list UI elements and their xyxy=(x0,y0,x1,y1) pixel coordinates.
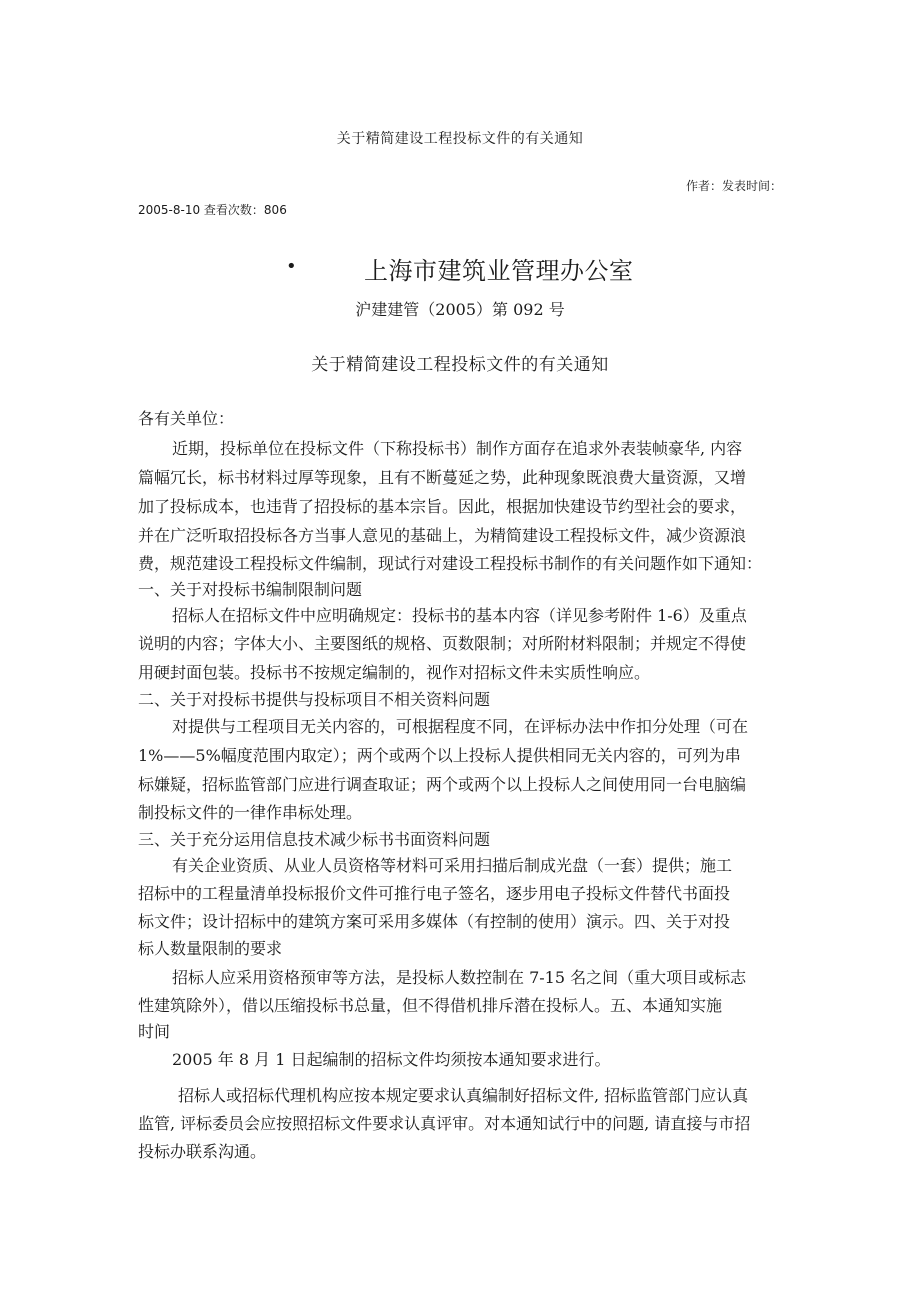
body-line: 招标人在招标文件中应明确规定：投标书的基本内容（详见参考附件 1-6）及重点 xyxy=(172,606,747,625)
section-heading: 三、关于充分运用信息技术减少标书书面资料问题 xyxy=(138,830,491,849)
body-line: 投标办联系沟通。 xyxy=(138,1142,267,1161)
notice-title: 关于精简建设工程投标文件的有关通知 xyxy=(311,355,609,375)
body-line: 招标中的工程量清单投标报价文件可推行电子签名，逐步用电子投标文件替代书面投 xyxy=(138,884,731,903)
body-line: 时间 xyxy=(138,1022,171,1041)
body-line: 2005 年 8 月 1 日起编制的招标文件均须按本通知要求进行。 xyxy=(172,1050,611,1069)
date-views-meta: 2005-8-10 查看次数：806 xyxy=(138,203,287,217)
organization-name: 上海市建筑业管理办公室 xyxy=(364,257,634,285)
body-line: 招标人应采用资格预审等方法，是投标人数控制在 7-15 名之间（重大项目或标志 xyxy=(172,968,747,987)
document-number: 沪建建管（2005）第 092 号 xyxy=(355,300,565,319)
body-line: 标文件；设计招标中的建筑方案可采用多媒体（有控制的使用）演示。四、关于对投 xyxy=(138,912,731,931)
body-line: 篇幅冗长，标书材料过厚等现象，且有不断蔓延之势，此种现象既浪费大量资源，又增 xyxy=(138,468,747,487)
body-line: 性建筑除外），借以压缩投标书总量，但不得借机排斥潜在投标人。五、本通知实施 xyxy=(138,996,723,1015)
body-line: 近期，投标单位在投标文件（下称投标书）制作方面存在追求外表装帧豪华, 内容 xyxy=(172,439,743,458)
salutation: 各有关单位： xyxy=(138,409,235,428)
body-line: 说明的内容；字体大小、主要图纸的规格、页数限制；对所附材料限制；并规定不得使 xyxy=(138,634,747,653)
body-line: 有关企业资质、从业人员资格等材料可采用扫描后制成光盘（一套）提供；施工 xyxy=(172,856,733,875)
body-line: 监管, 评标委员会应按照招标文件要求认真评审。对本通知试行中的问题, 请直接与市招 xyxy=(138,1114,751,1133)
body-line: 招标人或招标代理机构应按本规定要求认真编制好招标文件, 招标监管部门应认真 xyxy=(178,1086,749,1105)
body-line: 用硬封面包装。投标书不按规定编制的，视作对招标文件未实质性响应。 xyxy=(138,663,651,682)
body-line: 加了投标成本，也违背了招投标的基本宗旨。因此，根据加快建设节约型社会的要求， xyxy=(138,497,747,516)
section-heading: 二、关于对投标书提供与投标项目不相关资料问题 xyxy=(138,690,491,709)
body-line: 对提供与工程项目无关内容的，可根据程度不同，在评标办法中作扣分处理（可在 xyxy=(172,717,749,736)
body-line: 标人数量限制的要求 xyxy=(138,939,283,958)
bullet-mark: • xyxy=(286,256,297,277)
section-heading: 一、关于对投标书编制限制问题 xyxy=(138,580,363,599)
body-line: 标嫌疑，招标监管部门应进行调查取证；两个或两个以上投标人之间使用同一台电脑编 xyxy=(138,775,747,794)
author-publish-meta: 作者：发表时间： xyxy=(685,179,782,193)
body-line: 并在广泛听取招投标各方当事人意见的基础上，为精简建设工程投标文件，减少资源浪 xyxy=(138,526,747,545)
body-line: 1%——5%幅度范围内取定）；两个或两个以上投标人提供相同无关内容的，可列为串 xyxy=(138,746,741,765)
body-line: 费，规范建设工程投标文件编制，现试行对建设工程投标书制作的有关问题作如下通知： xyxy=(138,554,763,573)
top-title: 关于精简建设工程投标文件的有关通知 xyxy=(336,131,584,147)
body-line: 制投标文件的一律作串标处理。 xyxy=(138,803,363,822)
